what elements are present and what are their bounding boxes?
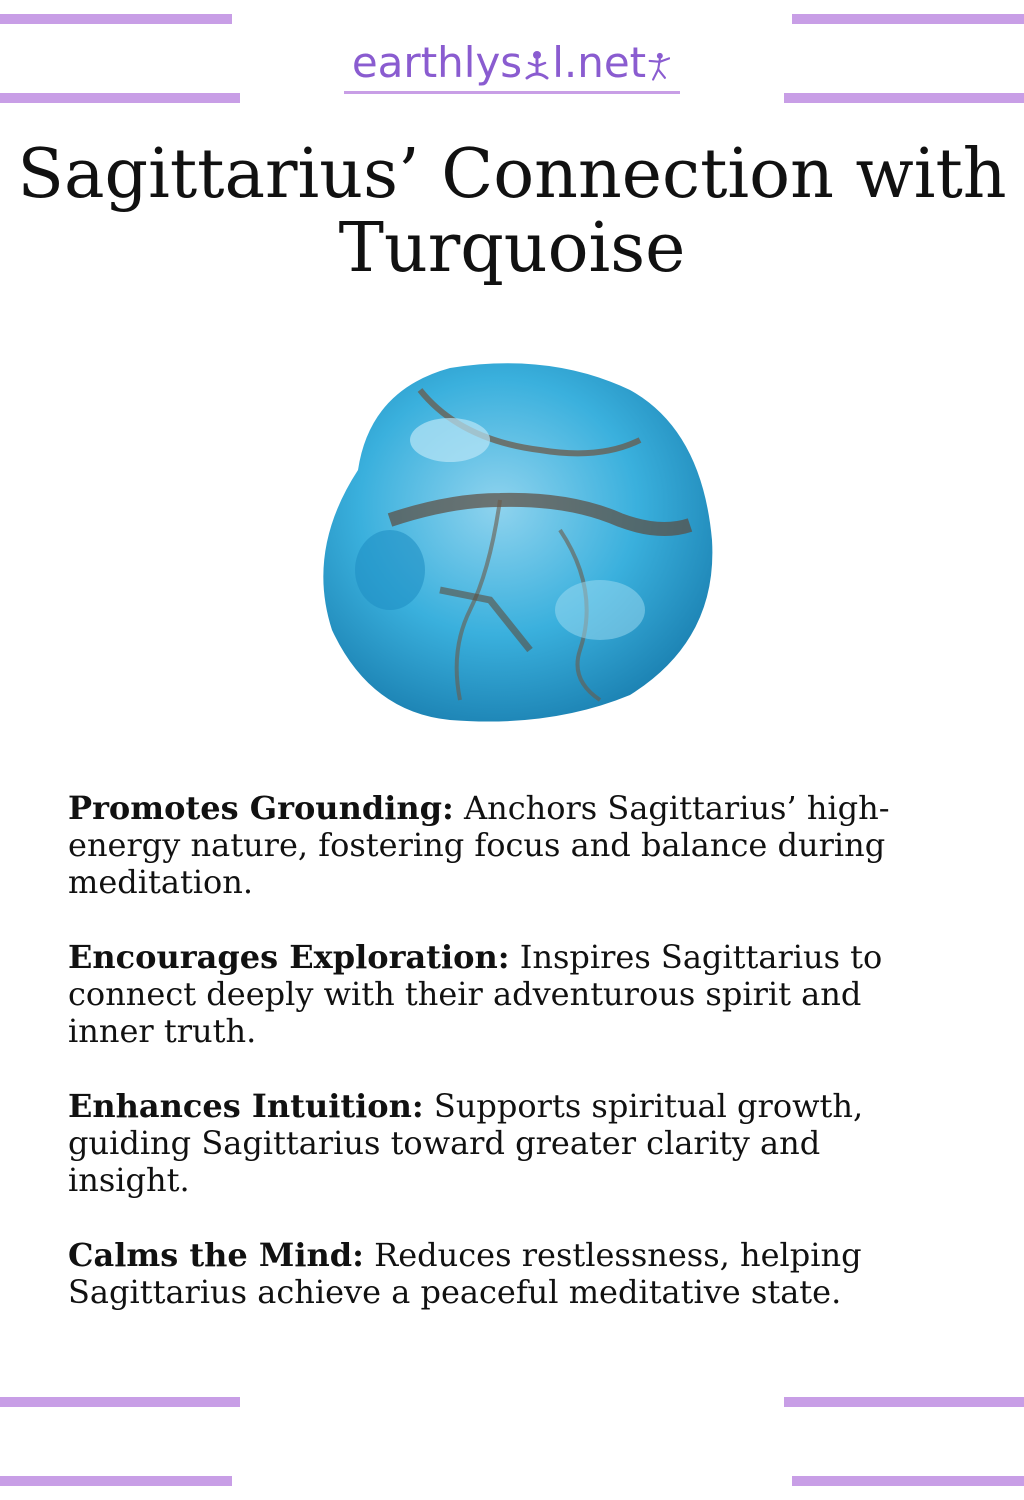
bottom-right-bar-upper	[784, 1397, 1024, 1407]
feature-heading: Promotes Grounding:	[68, 789, 454, 827]
top-right-bar-upper	[792, 14, 1024, 24]
turquoise-stone-image	[300, 350, 720, 730]
feature-item	[68, 939, 948, 1050]
dancer-figure-icon	[648, 46, 670, 86]
meditating-figure-icon	[524, 46, 550, 86]
bottom-right-bar-lower	[792, 1476, 1024, 1486]
top-left-bar-upper	[0, 14, 232, 24]
feature-item	[68, 1088, 948, 1199]
feature-item	[68, 790, 948, 901]
feature-text: Anchors Sagittarius’ high-energy nature, fostering focus and balance during meditation.	[68, 789, 890, 901]
logo-text-start: earthlys	[351, 38, 523, 87]
bottom-left-bar-lower	[0, 1476, 232, 1486]
top-right-bar-lower	[784, 93, 1024, 103]
page-title: Sagittarius’ Connection with Turquoise	[17, 135, 1007, 288]
feature-text: Reduces restlessness, helping Sagittarius achieve a peaceful meditative state.	[68, 1236, 862, 1311]
feature-heading: Calms the Mind:	[68, 1236, 364, 1274]
site-logo[interactable]	[0, 36, 1024, 94]
logo-text-end: l.net	[552, 38, 647, 87]
feature-item	[68, 1237, 948, 1311]
bottom-left-bar-upper	[0, 1397, 240, 1407]
top-left-bar-lower	[0, 93, 240, 103]
feature-heading: Encourages Exploration:	[68, 938, 510, 976]
feature-text: Inspires Sagittarius to connect deeply with their adventurous spirit and inner truth.	[68, 938, 883, 1050]
feature-list	[68, 790, 948, 1349]
feature-text: Supports spiritual growth, guiding Sagittarius toward greater clarity and insight.	[68, 1087, 864, 1199]
feature-heading: Enhances Intuition:	[68, 1087, 424, 1125]
